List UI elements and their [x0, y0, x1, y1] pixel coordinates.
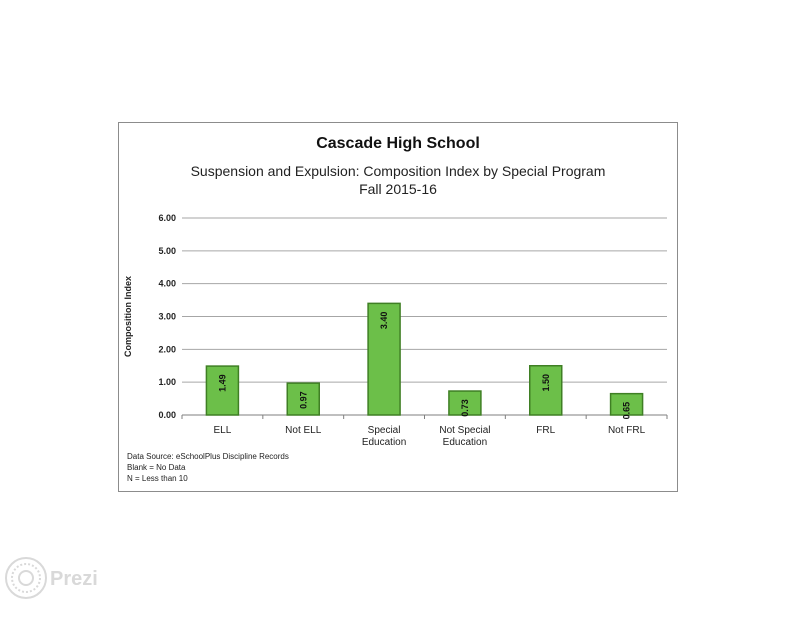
prezi-logo — [2, 552, 112, 602]
blank-note: Blank = No Data — [127, 463, 186, 472]
y-tick-label: 6.00 — [158, 213, 176, 223]
x-category-label: Not ELL — [285, 425, 322, 436]
chart-title: Cascade High School — [316, 135, 480, 152]
x-category-label: Education — [361, 437, 407, 448]
y-axis-title: Composition Index — [123, 276, 133, 357]
x-category-label: ELL — [213, 425, 232, 436]
y-tick-label: 2.00 — [158, 344, 176, 355]
y-tick-label: 4.00 — [158, 278, 176, 289]
y-tick-label: 1.00 — [158, 377, 176, 388]
prezi-wordmark: Prezi — [50, 568, 98, 590]
bar-value-label: 0.73 — [459, 399, 470, 417]
y-tick-label: 0.00 — [158, 410, 176, 420]
bar-value-label: 1.50 — [540, 373, 551, 392]
y-tick-label: 3.00 — [158, 311, 176, 322]
y-tick-label: 5.00 — [158, 245, 176, 256]
data-source-note: Data Source: eSchoolPlus Discipline Records — [127, 452, 289, 461]
chart-subtitle-period: Fall 2015-16 — [359, 181, 437, 197]
prezi-seal-icon — [6, 558, 46, 598]
bar-value-label: 1.49 — [217, 374, 228, 392]
bar-value-label: 0.97 — [298, 391, 309, 409]
bar-value-label: 3.40 — [379, 311, 390, 330]
x-category-label: Education — [442, 437, 488, 448]
x-category-label: Not Special — [439, 425, 491, 436]
x-category-label: Not FRL — [607, 425, 646, 436]
chart-frame — [118, 122, 678, 492]
chart-notes — [127, 451, 289, 484]
bar-value-label: 0.65 — [621, 401, 632, 420]
bar-chart — [119, 123, 677, 491]
x-category-label: Special — [367, 425, 401, 436]
n-note: N = Less than 10 — [127, 474, 188, 483]
x-category-label: FRL — [536, 425, 556, 436]
chart-subtitle: Suspension and Expulsion: Composition Index by Special Program — [190, 163, 606, 179]
